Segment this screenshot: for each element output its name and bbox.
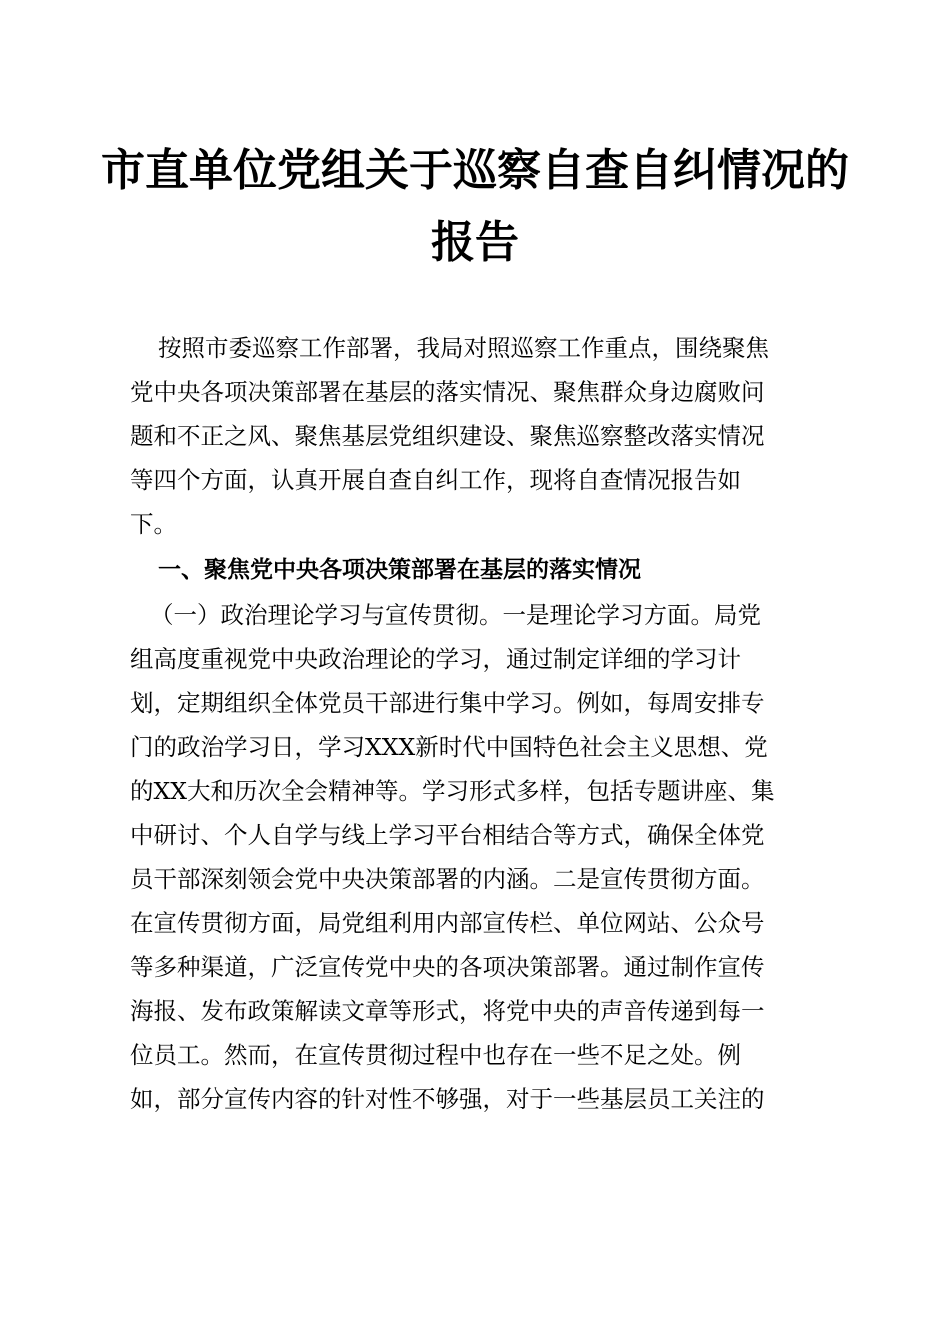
section-paragraph-line: 如，部分宣传内容的针对性不够强，对于一些基层员工关注的 bbox=[130, 1085, 765, 1113]
section-paragraph-line: 组高度重视党中央政治理论的学习，通过制定详细的学习计 bbox=[130, 645, 741, 673]
section-heading: 一、聚焦党中央各项决策部署在基层的落实情况 bbox=[158, 557, 641, 583]
section-paragraph-line: 员干部深刻领会党中央决策部署的内涵。二是宣传贯彻方面。 bbox=[130, 865, 765, 893]
section-paragraph-line: 等多种渠道，广泛宣传党中央的各项决策部署。通过制作宣传 bbox=[130, 953, 765, 981]
section-paragraph-line: 在宣传贯彻方面，局党组利用内部宣传栏、单位网站、公众号 bbox=[130, 909, 765, 937]
intro-paragraph-line: 下。 bbox=[130, 510, 177, 538]
section-paragraph-line: 位员工。然而，在宣传贯彻过程中也存在一些不足之处。例 bbox=[130, 1041, 741, 1069]
section-paragraph-line: 海报、发布政策解读文章等形式，将党中央的声音传递到每一 bbox=[130, 997, 765, 1025]
section-paragraph-line: 的XX大和历次全会精神等。学习形式多样，包括专题讲座、集 bbox=[130, 777, 775, 805]
intro-paragraph-line: 党中央各项决策部署在基层的落实情况、聚焦群众身边腐败问 bbox=[130, 378, 765, 406]
intro-paragraph-line: 题和不正之风、聚焦基层党组织建设、聚焦巡察整改落实情况 bbox=[130, 422, 765, 450]
section-paragraph-line: 门的政治学习日，学习XXX新时代中国特色社会主义思想、党 bbox=[130, 733, 768, 761]
document-title-line-2: 报告 bbox=[431, 217, 519, 268]
intro-paragraph-line: 按照市委巡察工作部署，我局对照巡察工作重点，围绕聚焦 bbox=[158, 334, 769, 362]
section-paragraph-line: 中研讨、个人自学与线上学习平台相结合等方式，确保全体党 bbox=[130, 821, 765, 849]
intro-paragraph-line: 等四个方面，认真开展自查自纠工作，现将自查情况报告如 bbox=[130, 466, 741, 494]
section-paragraph-line: （一）政治理论学习与宣传贯彻。一是理论学习方面。局党 bbox=[150, 601, 761, 629]
section-paragraph-line: 划，定期组织全体党员干部进行集中学习。例如，每周安排专 bbox=[130, 689, 765, 717]
document-title-line-1: 市直单位党组关于巡察自查自纠情况的 bbox=[101, 145, 849, 196]
